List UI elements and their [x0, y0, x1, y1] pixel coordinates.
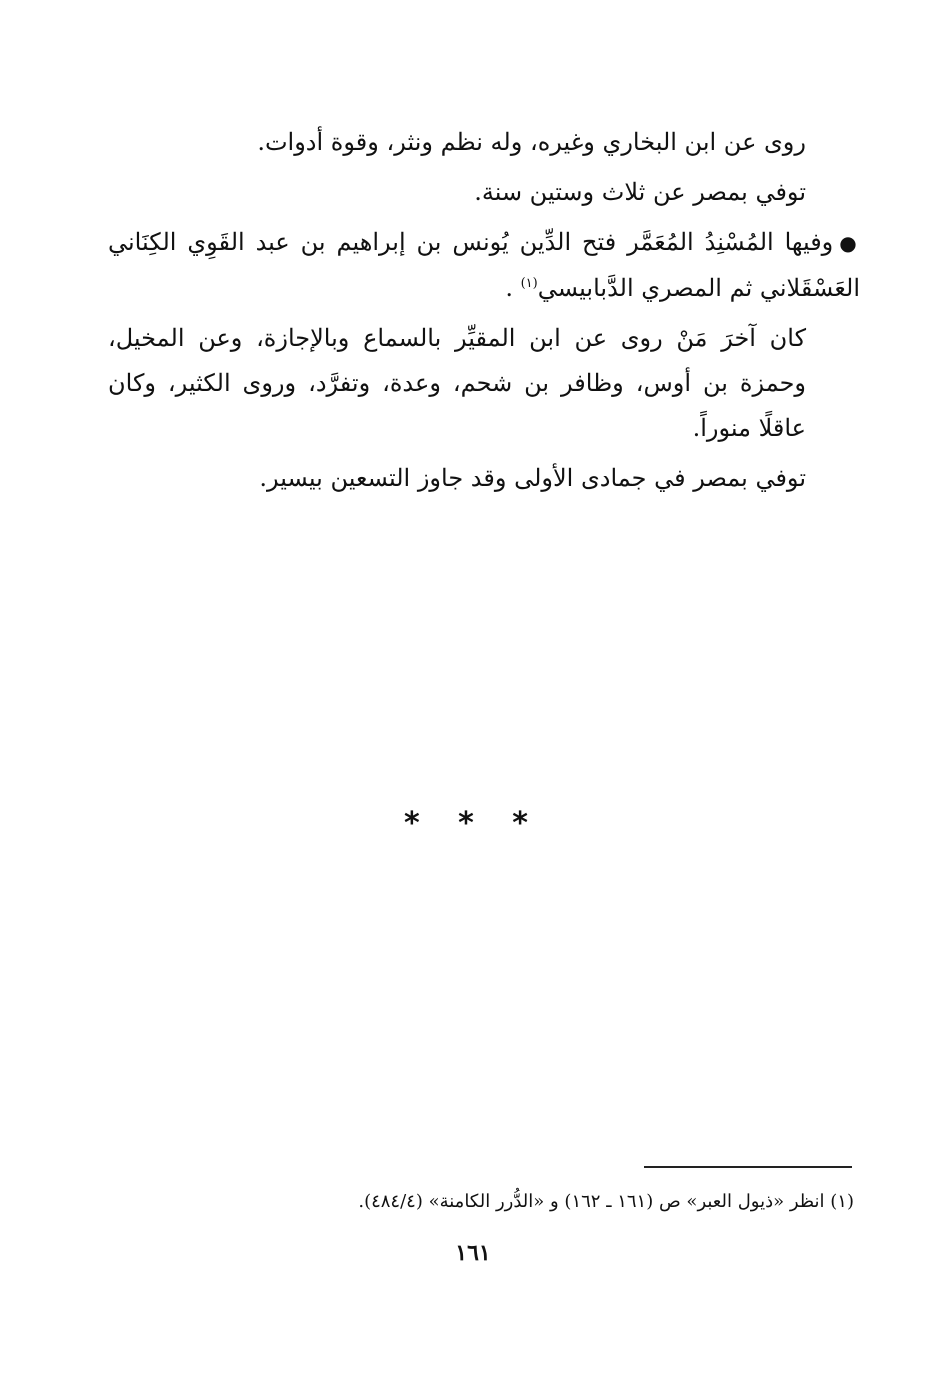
footnote-divider [644, 1166, 852, 1168]
bullet-icon: ● [839, 231, 861, 255]
paragraph-3 [108, 220, 860, 311]
paragraph-3-text: وفيها المُسْنِدُ المُعَمَّر فتح الدِّين يُونس بن إبراهيم بن عبد القَوِي الكِنَاني العَسْقَلاني ثم المصري الدَّبابيسي [108, 228, 860, 302]
main-text [108, 120, 860, 501]
section-separator: * * * [404, 806, 542, 841]
page-number: ١٦١ [455, 1240, 491, 1266]
paragraph-3-end: . [505, 274, 513, 302]
paragraph-1: روى عن ابن البخاري وغيره، وله نظم ونثر، وقوة أدوات. [257, 128, 806, 156]
paragraph-2: توفي بمصر عن ثلاث وستين سنة. [474, 178, 806, 206]
footnote: (١) انظر «ذيول العبر» ص (١٦١ ـ ١٦٢) و «الدُّرر الكامنة» (٤٨٤/٤). [358, 1191, 854, 1212]
paragraph-5: توفي بمصر في جمادى الأولى وقد جاوز التسعين بيسير. [259, 464, 806, 492]
paragraph-4: كان آخرَ مَنْ روى عن ابن المقيِّر بالسماع وبالإجازة، وعن المخيل، وحمزة بن أوس، وظافر بن شحم، وعدة، وتفرَّد، وروى الكثير، وكان عاقلًا منوراً. [108, 324, 806, 442]
footnote-reference: (١) [520, 276, 538, 291]
